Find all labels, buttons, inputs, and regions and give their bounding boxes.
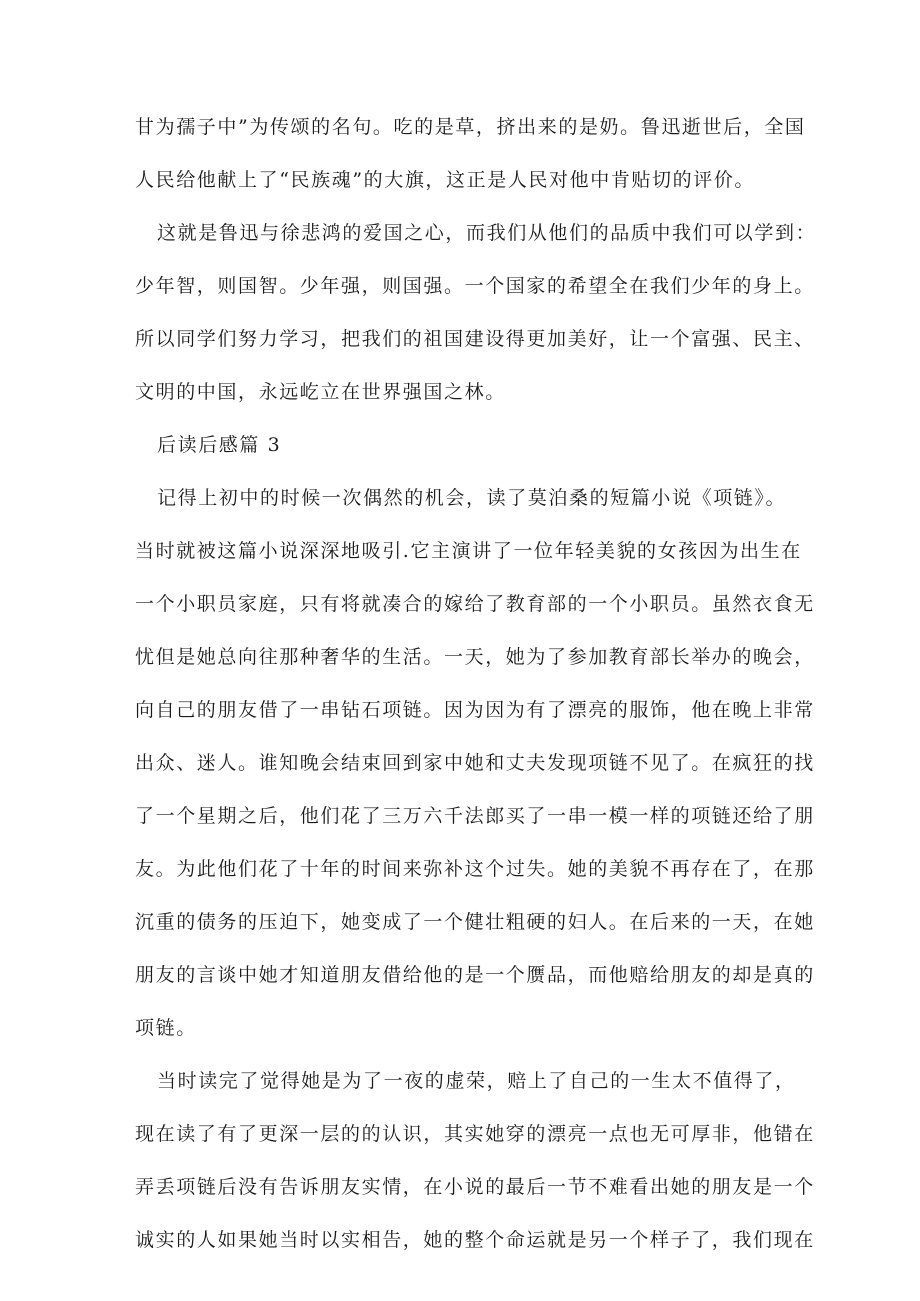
text-line: 忧但是她总向往那种奢华的生活。一天，她为了参加教育部长举办的晚会， bbox=[135, 646, 815, 668]
text-line: 朋友的言谈中她才知道朋友借给他的是一个赝品，而他赔给朋友的却是真的 bbox=[135, 964, 815, 986]
text-line: 所以同学们努力学习，把我们的祖国建设得更加美好，让一个富强、民主、 bbox=[135, 328, 815, 350]
text-line: 一个小职员家庭，只有将就凑合的嫁给了教育部的一个小职员。虽然衣食无 bbox=[135, 593, 815, 615]
text-line: 友。为此他们花了十年的时间来弥补这个过失。她的美貌不再存在了，在那 bbox=[135, 858, 815, 880]
text-line: 了一个星期之后，他们花了三万六千法郎买了一串一模一样的项链还给了朋 bbox=[135, 805, 815, 827]
paragraph-start-line: 当时读完了觉得她是为了一夜的虚荣，赔上了自己的一生太不值得了， bbox=[157, 1070, 796, 1092]
text-line: 现在读了有了更深一层的的认识，其实她穿的漂亮一点也无可厚非，他错在 bbox=[135, 1123, 815, 1145]
text-line: 人民给他献上了“民族魂”的大旗，这正是人民对他中肯贴切的评价。 bbox=[135, 169, 756, 191]
text-line: 向自己的朋友借了一串钻石项链。因为因为有了漂亮的服饰，他在晚上非常 bbox=[135, 699, 815, 721]
text-line: 少年智，则国智。少年强，则国强。一个国家的希望全在我们少年的身上。 bbox=[135, 275, 815, 297]
text-line: 当时就被这篇小说深深地吸引.它主演讲了一位年轻美貌的女孩因为出生在 bbox=[135, 540, 802, 562]
paragraph-start-line: 记得上初中的时候一次偶然的机会，读了莫泊桑的短篇小说《项链》。 bbox=[157, 487, 787, 509]
text-line: 项链。 bbox=[135, 1017, 197, 1039]
text-line: 甘为孺子中”为传颂的名句。吃的是草，挤出来的是奶。鲁迅逝世后，全国 bbox=[135, 116, 806, 138]
text-line: 弄丢项链后没有告诉朋友实情，在小说的最后一节不难看出她的朋友是一个 bbox=[135, 1176, 815, 1198]
text-line: 出众、迷人。谁知晚会结束回到家中她和丈夫发现项链不见了。在疯狂的找 bbox=[135, 752, 815, 774]
text-line: 沉重的债务的压迫下，她变成了一个健壮粗硬的妇人。在后来的一天，在她 bbox=[135, 911, 815, 933]
section-heading: 后读后感篇 3 bbox=[157, 434, 282, 456]
text-line: 文明的中国，永远屹立在世界强国之林。 bbox=[135, 381, 506, 403]
paragraph-start-line: 这就是鲁迅与徐悲鸿的爱国之心，而我们从他们的品质中我们可以学到： bbox=[157, 222, 817, 244]
text-line: 诚实的人如果她当时以实相告，她的整个命运就是另一个样子了，我们现在 bbox=[135, 1229, 815, 1251]
